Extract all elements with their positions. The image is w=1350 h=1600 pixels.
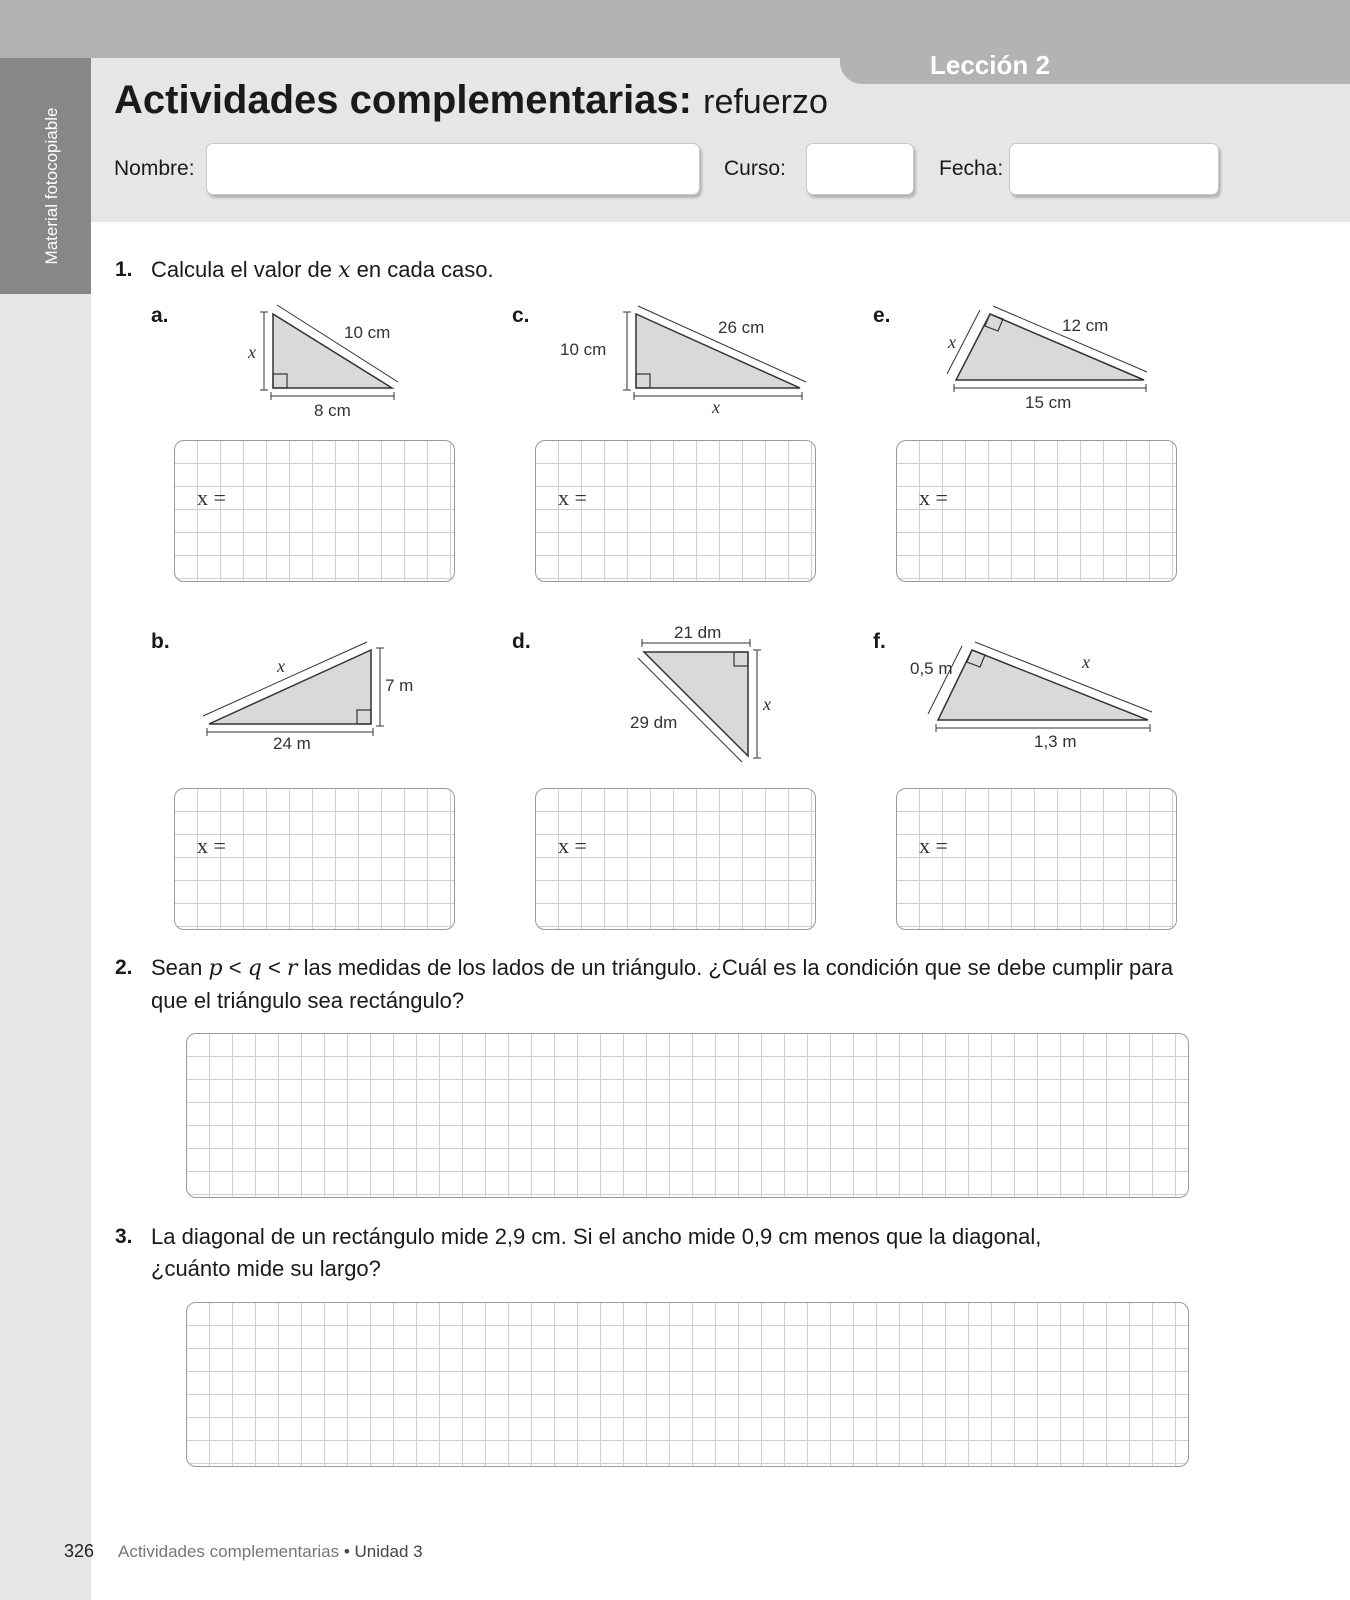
name-field[interactable] — [206, 143, 700, 195]
answer-prefix-b: x = — [197, 833, 226, 858]
triangle-a — [240, 300, 410, 420]
label-c-leg1: 10 cm — [560, 340, 607, 359]
footer-unit: Unidad 3 — [354, 1542, 423, 1561]
date-label: Fecha: — [939, 157, 1004, 180]
q2-text — [151, 952, 1241, 1017]
q2-p: p — [208, 956, 223, 981]
label-c-hyp: 26 cm — [718, 318, 765, 337]
name-label: Nombre: — [114, 157, 195, 180]
answer-grid-q3[interactable] — [186, 1302, 1189, 1467]
page-number: 326 — [64, 1541, 95, 1561]
label-a-hyp: 10 cm — [344, 323, 391, 342]
answer-prefix-c: x = — [558, 485, 587, 510]
q2-t1: Sean — [151, 955, 203, 980]
label-e-leg1: x — [948, 332, 956, 352]
triangle-d — [610, 622, 780, 772]
title-sub: refuerzo — [703, 83, 828, 121]
footer-text — [118, 1542, 423, 1562]
answer-prefix-d: x = — [558, 833, 587, 858]
date-field[interactable] — [1009, 143, 1219, 195]
q1-text-before: Calcula el valor de — [151, 257, 332, 282]
item-label-f: f. — [873, 630, 886, 653]
answer-grid-d[interactable] — [535, 788, 816, 930]
footer-separator: • — [343, 1542, 350, 1561]
label-f-leg2: x — [1082, 652, 1090, 672]
q2-r: r — [286, 956, 298, 981]
answer-grid-q2[interactable] — [186, 1033, 1189, 1198]
label-e-hyp: 15 cm — [1025, 393, 1072, 412]
triangle-c — [560, 300, 830, 420]
label-f-hyp: 1,3 m — [1034, 732, 1077, 751]
label-d-hyp: 29 dm — [630, 713, 678, 732]
q2-lt1: < — [228, 955, 242, 980]
q2-t2: las medidas de los lados de un triángulo. ¿Cuál es la condición que se debe cumplir para — [303, 955, 1174, 980]
label-a-leg1: x — [248, 342, 256, 362]
lesson-label: Lección 2 — [930, 50, 1050, 80]
course-label: Curso: — [724, 157, 786, 180]
label-a-leg2: 8 cm — [314, 401, 351, 420]
q3-text — [151, 1221, 1241, 1285]
side-label: Material fotocopiable — [42, 107, 61, 265]
answer-grid-a[interactable] — [174, 440, 455, 582]
label-b-leg1: 7 m — [385, 676, 414, 695]
item-label-a: a. — [151, 304, 169, 327]
label-b-leg2: 24 m — [273, 734, 311, 753]
triangle-b — [195, 636, 435, 756]
q3-number: 3. — [115, 1225, 133, 1248]
q1-text — [151, 254, 494, 287]
page-title — [114, 78, 828, 123]
answer-grid-c[interactable] — [535, 440, 816, 582]
q2-line1 — [151, 952, 1241, 985]
q3-line2: ¿cuánto mide su largo? — [151, 1256, 381, 1281]
course-field[interactable] — [806, 143, 914, 195]
label-b-hyp: x — [277, 656, 285, 676]
q3-line1: La diagonal de un rectángulo mide 2,9 cm. Si el ancho mide 0,9 cm menos que la diagonal, — [151, 1224, 1042, 1249]
q2-lt2: < — [267, 955, 281, 980]
label-d-leg2: x — [763, 694, 771, 714]
answer-prefix-e: x = — [919, 485, 948, 510]
footer-title: Actividades complementarias — [118, 1542, 340, 1561]
q2-line2: que el triángulo sea rectángulo? — [151, 988, 465, 1013]
item-label-c: c. — [512, 304, 530, 327]
answer-grid-f[interactable] — [896, 788, 1177, 930]
label-c-leg2: x — [712, 397, 720, 417]
triangle-f — [910, 636, 1160, 756]
q1-text-after: en cada caso. — [356, 257, 494, 282]
item-label-d: d. — [512, 630, 531, 653]
q1-var: x — [338, 258, 351, 283]
label-e-leg2: 12 cm — [1062, 316, 1109, 335]
triangle-e — [930, 300, 1160, 420]
q2-number: 2. — [115, 956, 133, 979]
title-main: Actividades complementarias: — [114, 78, 692, 122]
answer-grid-b[interactable] — [174, 788, 455, 930]
answer-grid-e[interactable] — [896, 440, 1177, 582]
label-d-leg1: 21 dm — [674, 623, 722, 642]
answer-prefix-a: x = — [197, 485, 226, 510]
item-label-e: e. — [873, 304, 891, 327]
answer-prefix-f: x = — [919, 833, 948, 858]
item-label-b: b. — [151, 630, 170, 653]
q1-number: 1. — [115, 258, 133, 281]
q2-q: q — [247, 956, 262, 981]
label-f-leg1: 0,5 m — [910, 659, 953, 678]
